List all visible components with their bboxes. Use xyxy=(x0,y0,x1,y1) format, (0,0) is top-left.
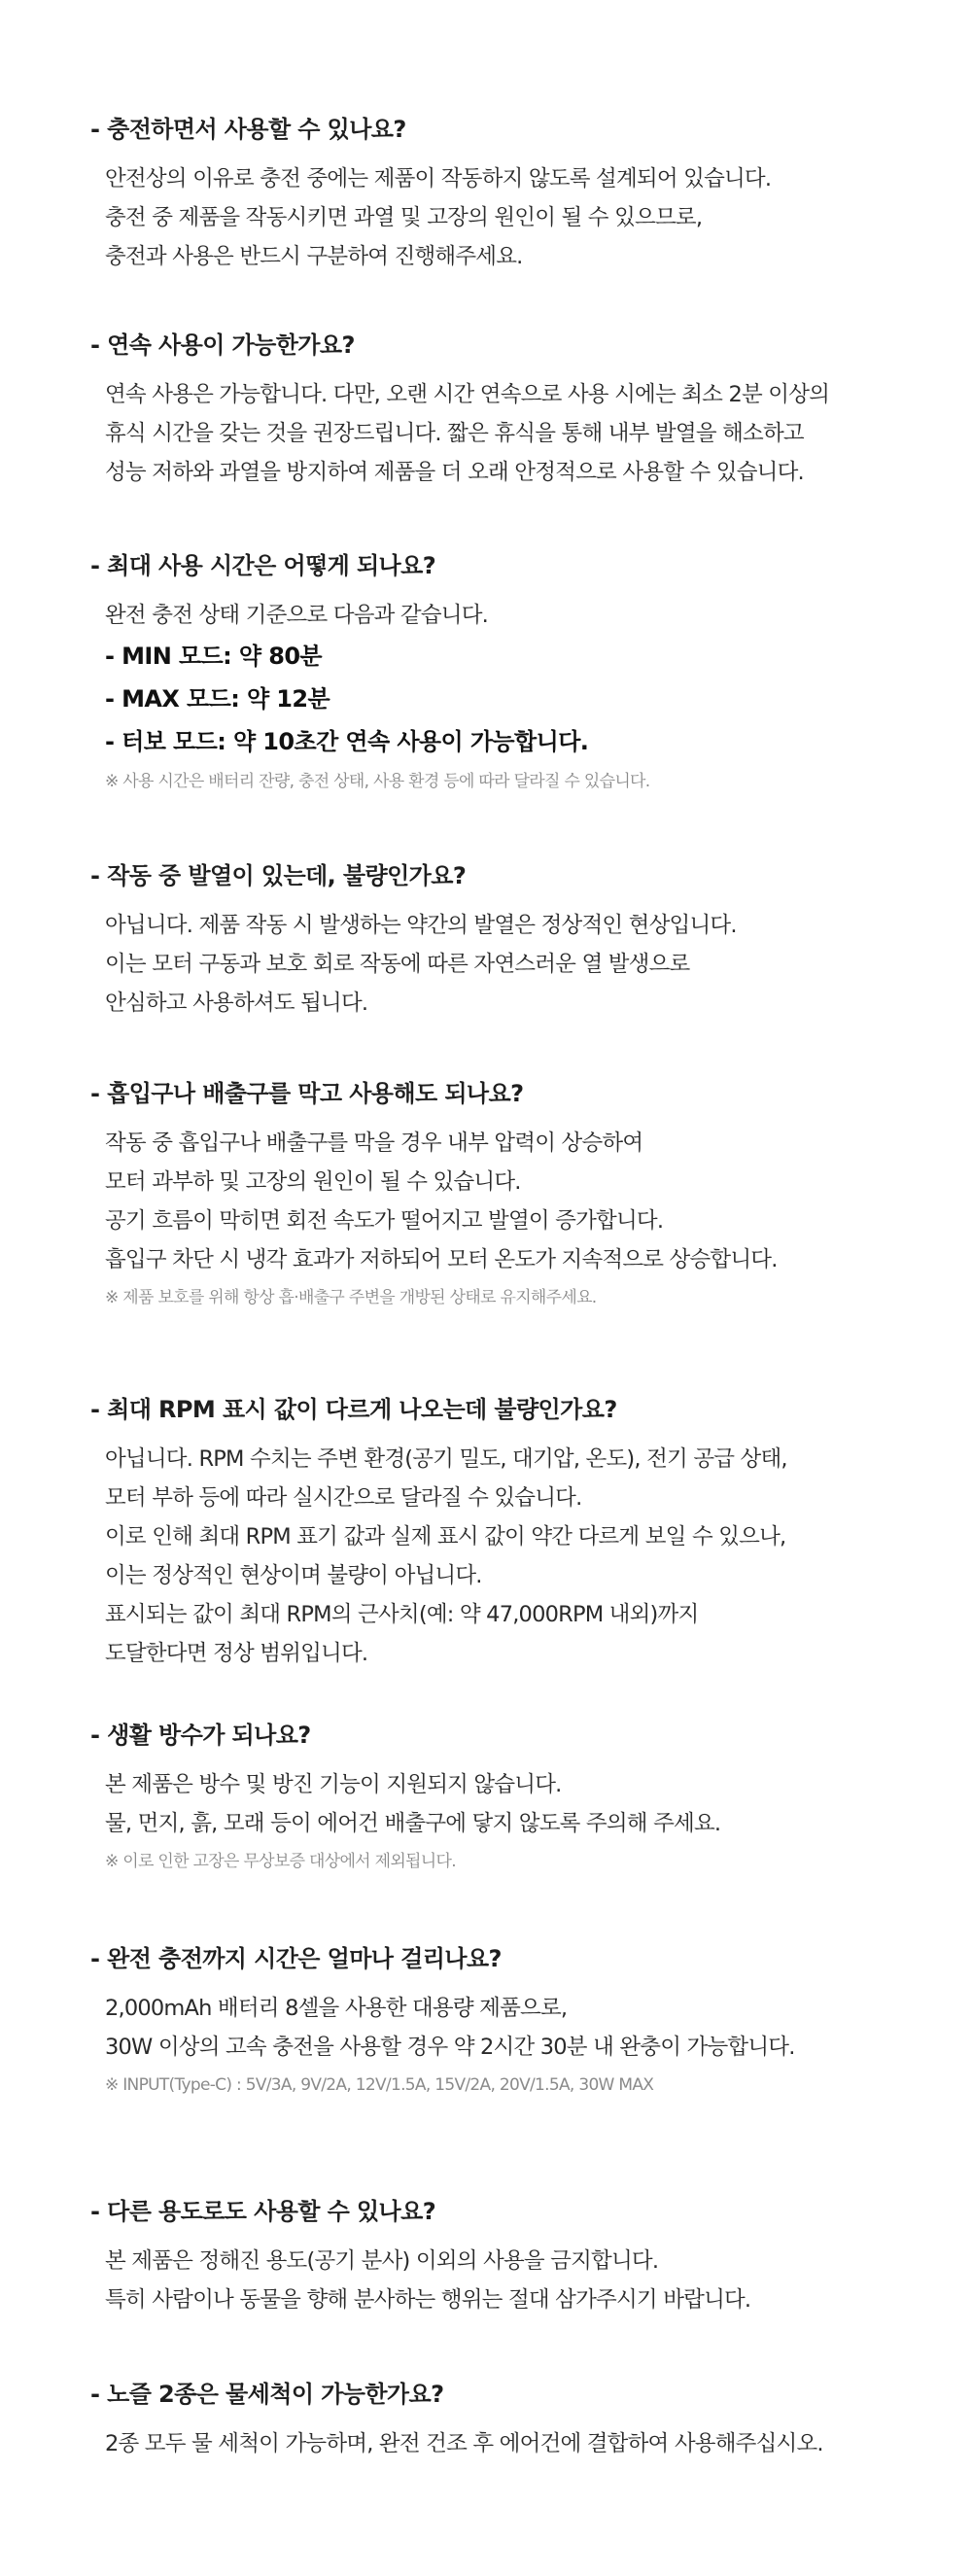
faq-answer xyxy=(105,2424,823,2463)
faq-question: - 다른 용도로도 사용할 수 있나요? xyxy=(90,2198,436,2225)
faq-answer xyxy=(105,1989,795,2104)
faq-answer xyxy=(105,2242,750,2319)
faq-answer-line: 특히 사람이나 동물을 향해 분사하는 행위는 절대 삼가주시기 바랍니다. xyxy=(105,2287,751,2313)
faq-answer-mode-line: - MAX 모드: 약 12분 xyxy=(105,685,330,713)
faq-answer-line: 표시되는 값이 최대 RPM의 근사치(예: 약 47,000RPM 내외)까지 xyxy=(105,1602,699,1627)
faq-answer-line: 모터 부하 등에 따라 실시간으로 달라질 수 있습니다. xyxy=(105,1485,582,1511)
faq-answer-note: ※ 이로 인한 고장은 무상보증 대상에서 제외됩니다. xyxy=(105,1852,456,1871)
faq-answer-line: 본 제품은 정해진 용도(공기 분사) 이외의 사용을 금지합니다. xyxy=(105,2248,659,2274)
faq-answer-line: 안전상의 이유로 충전 중에는 제품이 작동하지 않도록 설계되어 있습니다. xyxy=(105,166,772,191)
faq-answer-line: 이로 인해 최대 RPM 표기 값과 실제 표시 값이 약간 다르게 보일 수 있으나, xyxy=(105,1524,786,1549)
faq-question: - 흡입구나 배출구를 막고 사용해도 되나요? xyxy=(90,1080,524,1107)
faq-answer xyxy=(105,1124,778,1316)
faq-answer-line: 연속 사용은 가능합니다. 다만, 오랜 시간 연속으로 사용 시에는 최소 2분 이상의 xyxy=(105,382,830,407)
faq-answer-line: 아닙니다. RPM 수치는 주변 환경(공기 밀도, 대기압, 온도), 전기 공급 상태, xyxy=(105,1446,787,1472)
faq-answer-line: 충전과 사용은 반드시 구분하여 진행해주세요. xyxy=(105,244,523,269)
faq-answer xyxy=(105,596,649,800)
faq-answer-line: 작동 중 흡입구나 배출구를 막을 경우 내부 압력이 상승하여 xyxy=(105,1131,643,1156)
faq-answer-line: 2종 모두 물 세척이 가능하며, 완전 건조 후 에어건에 결합하여 사용해주십시오. xyxy=(105,2431,823,2456)
faq-answer-line: 30W 이상의 고속 충전을 사용할 경우 약 2시간 30분 내 완충이 가능합니다. xyxy=(105,2035,795,2060)
faq-answer xyxy=(105,159,771,276)
faq-answer xyxy=(105,1765,720,1880)
faq-answer-line: 이는 정상적인 현상이며 불량이 아닙니다. xyxy=(105,1563,482,1588)
faq-answer-line: 모터 과부하 및 고장의 원인이 될 수 있습니다. xyxy=(105,1169,521,1195)
faq-question: - 작동 중 발열이 있는데, 불량인가요? xyxy=(90,862,467,889)
faq-answer-line: 공기 흐름이 막히면 회전 속도가 떨어지고 발열이 증가합니다. xyxy=(105,1208,664,1234)
faq-answer-line: 물, 먼지, 흙, 모래 등이 에어건 배출구에 닿지 않도록 주의해 주세요. xyxy=(105,1811,721,1836)
faq-answer-mode-line: - MIN 모드: 약 80분 xyxy=(105,643,323,670)
faq-answer xyxy=(105,375,829,492)
faq-answer-line: 도달한다면 정상 범위입니다. xyxy=(105,1641,368,1666)
faq-answer-line: 휴식 시간을 갖는 것을 권장드립니다. 짧은 휴식을 통해 내부 발열을 해소하고 xyxy=(105,421,804,446)
faq-answer-line: 이는 모터 구동과 보호 회로 작동에 따른 자연스러운 열 발생으로 xyxy=(105,952,690,977)
faq-question: - 노즐 2종은 물세척이 가능한가요? xyxy=(90,2381,444,2408)
faq-question: - 최대 사용 시간은 어떻게 되나요? xyxy=(90,552,436,579)
faq-answer-note: ※ INPUT(Type-C) : 5V/3A, 9V/2A, 12V/1.5A, 15V/2A, 20V/1.5A, 30W MAX xyxy=(105,2075,654,2095)
faq-answer-line: 흡입구 차단 시 냉각 효과가 저하되어 모터 온도가 지속적으로 상승합니다. xyxy=(105,1247,778,1272)
faq-question: - 연속 사용이 가능한가요? xyxy=(90,331,355,359)
faq-answer xyxy=(105,1440,787,1673)
faq-answer-line: 아닙니다. 제품 작동 시 발생하는 약간의 발열은 정상적인 현상입니다. xyxy=(105,913,737,938)
faq-question: - 생활 방수가 되나요? xyxy=(90,1722,311,1749)
faq-answer-note: ※ 사용 시간은 배터리 잔량, 충전 상태, 사용 환경 등에 따라 달라질 수 있습니다. xyxy=(105,772,650,791)
faq-answer-line: 2,000mAh 배터리 8셀을 사용한 대용량 제품으로, xyxy=(105,1996,568,2021)
faq-answer-note: ※ 제품 보호를 위해 항상 흡·배출구 주변을 개방된 상태로 유지해주세요. xyxy=(105,1288,597,1307)
faq-answer-line: 안심하고 사용하셔도 됩니다. xyxy=(105,991,368,1016)
faq-question: - 충전하면서 사용할 수 있나요? xyxy=(90,116,406,143)
faq-answer-line: 충전 중 제품을 작동시키면 과열 및 고장의 원인이 될 수 있으므로, xyxy=(105,205,703,230)
faq-answer-line: 완전 충전 상태 기준으로 다음과 같습니다. xyxy=(105,603,489,628)
faq-answer xyxy=(105,906,737,1023)
faq-answer-mode-line: - 터보 모드: 약 10초간 연속 사용이 가능합니다. xyxy=(105,728,589,755)
faq-answer-line: 성능 저하와 과열을 방지하여 제품을 더 오래 안정적으로 사용할 수 있습니다. xyxy=(105,460,804,485)
faq-question: - 완전 충전까지 시간은 얼마나 걸리나요? xyxy=(90,1945,502,1972)
faq-answer-line: 본 제품은 방수 및 방진 기능이 지원되지 않습니다. xyxy=(105,1772,562,1797)
faq-question: - 최대 RPM 표시 값이 다르게 나오는데 불량인가요? xyxy=(90,1396,617,1423)
